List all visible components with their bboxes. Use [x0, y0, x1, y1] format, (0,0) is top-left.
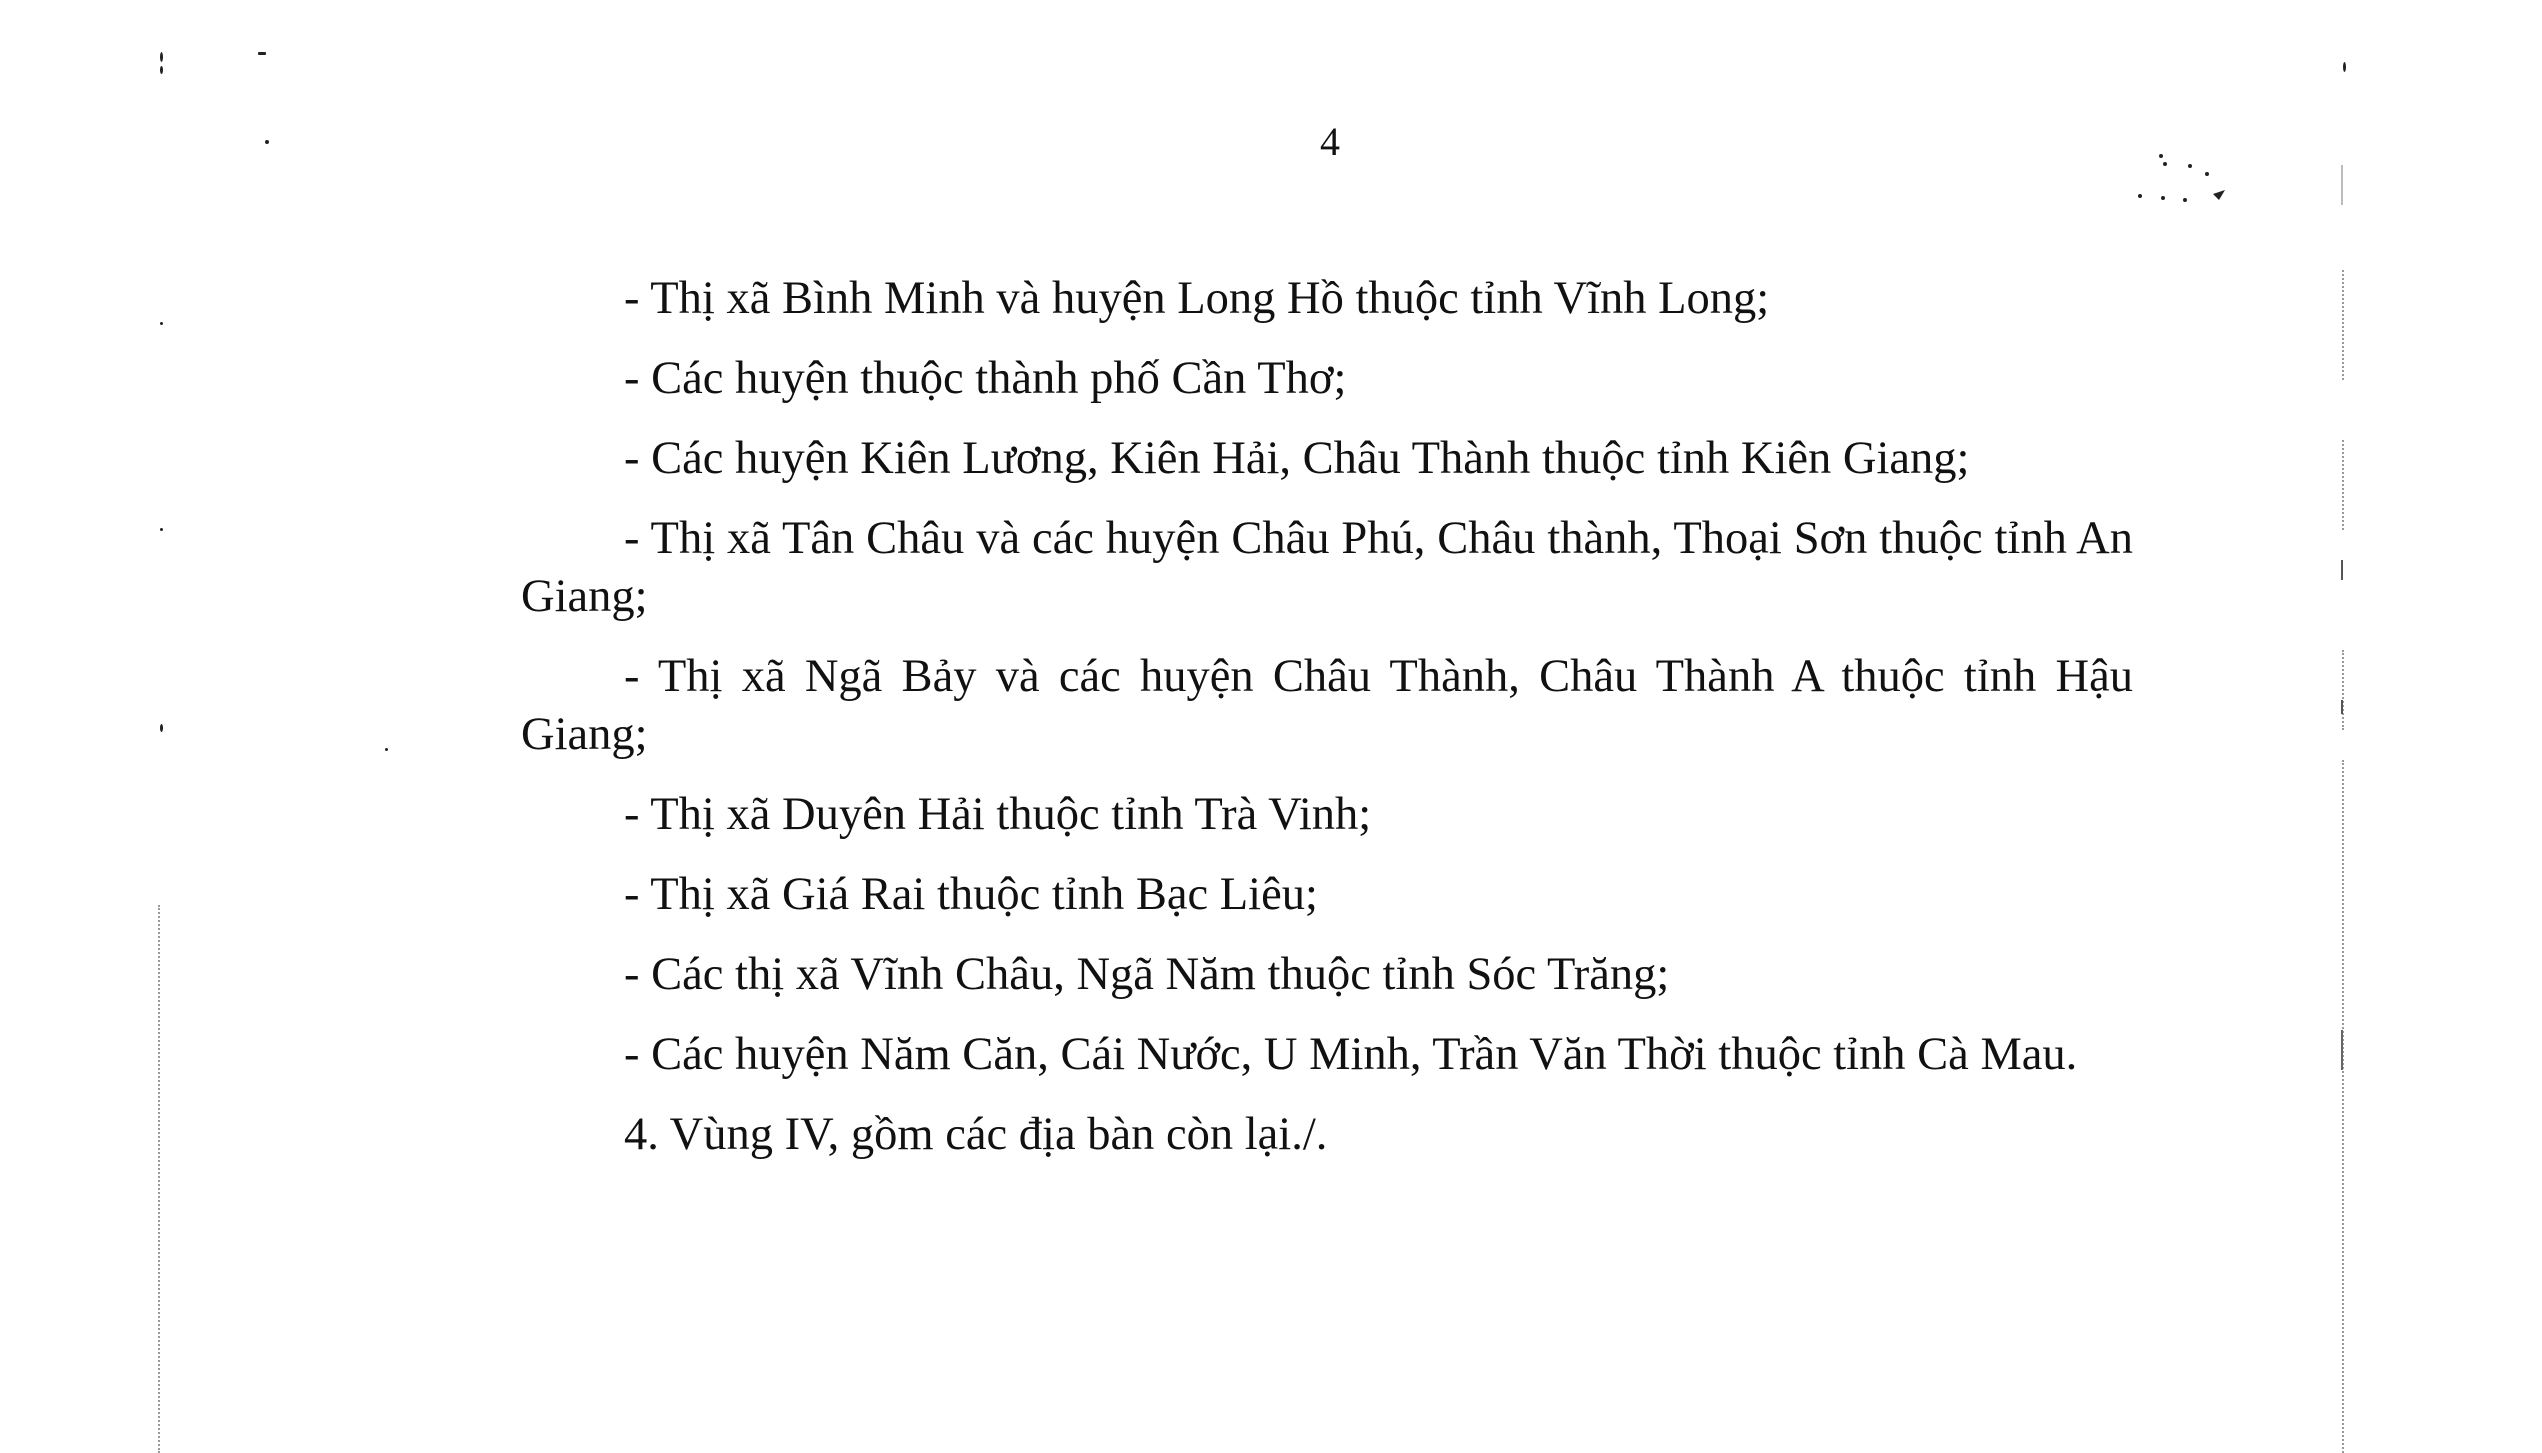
scan-speck: [258, 52, 266, 55]
scan-speck: [160, 66, 163, 74]
scan-mark-cluster: [2135, 150, 2265, 210]
scan-speck: [265, 140, 269, 144]
scan-edge-line: [2341, 165, 2343, 205]
page-number: 4: [1320, 119, 1340, 164]
scan-speck: [385, 748, 388, 751]
list-item: - Thị xã Duyên Hải thuộc tỉnh Trà Vinh;: [624, 789, 1372, 840]
list-item: - Thị xã Bình Minh và huyện Long Hồ thuộc tỉnh Vĩnh Long;: [624, 273, 1770, 324]
scan-speck: [160, 322, 163, 325]
scan-speck: [160, 528, 163, 531]
scan-edge-line: [2342, 650, 2346, 730]
scan-edge-line: [2342, 440, 2346, 530]
list-item: 4. Vùng IV, gồm các địa bàn còn lại./.: [624, 1109, 1328, 1160]
scan-speck: [160, 52, 163, 62]
scan-edge-line: [158, 905, 162, 1453]
list-item: - Các huyện Năm Căn, Cái Nước, U Minh, Trần Văn Thời thuộc tỉnh Cà Mau.: [624, 1029, 2078, 1080]
scan-edge-line: [2341, 560, 2343, 580]
list-item: - Thị xã Giá Rai thuộc tỉnh Bạc Liêu;: [624, 869, 1318, 920]
scan-edge-line: [2341, 1030, 2343, 1070]
list-item: - Các thị xã Vĩnh Châu, Ngã Năm thuộc tỉnh Sóc Trăng;: [624, 949, 1670, 1000]
list-item: - Các huyện Kiên Lương, Kiên Hải, Châu Thành thuộc tỉnh Kiên Giang;: [624, 433, 1970, 484]
scan-edge-line: [2341, 700, 2343, 714]
scan-speck: [2343, 62, 2346, 72]
scan-speck: [160, 724, 163, 732]
scan-edge-line: [2342, 270, 2346, 380]
list-item: - Thị xã Tân Châu và các huyện Châu Phú, Châu thành, Thoại Sơn thuộc tỉnh An Giang;: [521, 513, 2133, 622]
document-body: [521, 270, 2133, 1164]
list-item: - Các huyện thuộc thành phố Cần Thơ;: [624, 353, 1347, 404]
scan-edge-line: [2342, 760, 2346, 1453]
list-item: - Thị xã Ngã Bảy và các huyện Châu Thành, Châu Thành A thuộc tỉnh Hậu Giang;: [521, 651, 2133, 760]
